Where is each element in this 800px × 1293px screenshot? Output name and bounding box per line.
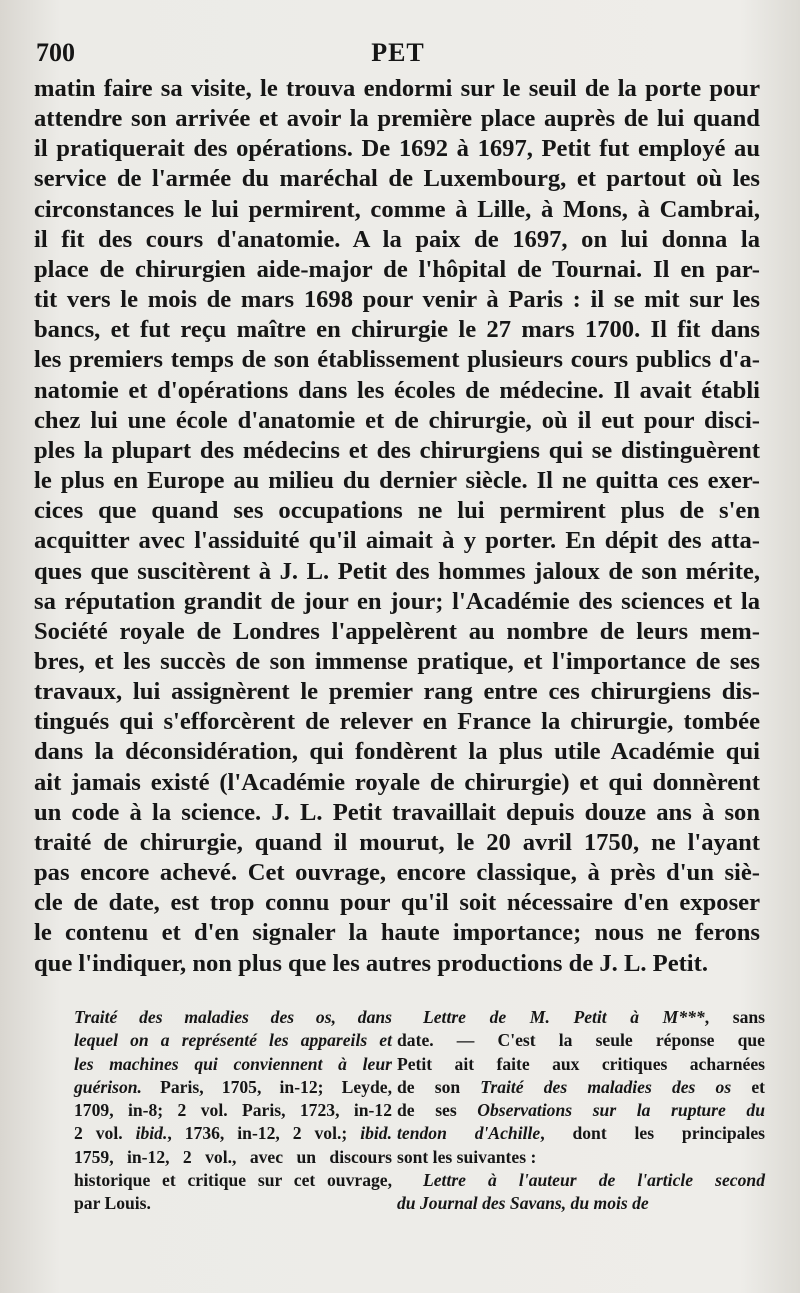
roman-text: , 1736, in-12, 2 vol.; [167,1123,361,1144]
italic-text: lequel on a représenté les appareils et [74,1030,392,1051]
page-header [36,38,760,74]
running-head: PET [371,38,425,67]
bibliography-line [397,1006,765,1029]
italic-text: ibid. [360,1123,392,1144]
bibliography-line [397,1146,765,1169]
text-line: bres, et les succès de son immense pratique, et l'importance de ses [34,647,760,675]
text-line: place de chirurgien aide-major de l'hôpital de Tournai. Il en par- [34,255,760,283]
bibliography-line [397,1169,765,1192]
roman-text: Paris, 1705, in-12; Leyde, [141,1076,392,1097]
italic-text: Lettre de M. Petit à M*** [423,1007,705,1027]
bibliography-line [397,1076,765,1099]
bibliography-line [397,1099,765,1122]
text-line: que l'indiquer, non plus que les autres productions de J. L. Petit. [34,949,708,977]
bibliography-line [74,1076,392,1099]
text-line: le plus en Europe au milieu du dernier siècle. Il ne quitta ces exer- [34,467,760,495]
text-line: sa réputation grandit de jour en jour; l'Académie des sciences et la [34,587,760,615]
roman-text: de ses [397,1100,478,1121]
text-line: service de l'armée du maréchal de Luxembourg, et partout où les [34,165,760,193]
text-line: matin faire sa visite, le trouva endormi sur le seuil de la porte pour [34,75,760,102]
text-line: travaux, lui assignèrent le premier rang entre ces chirurgiens dis- [34,678,760,706]
text-line: tingués qui s'efforcèrent de relever en France la chirurgie, tombée [34,708,760,736]
right-column-bibliography [397,1006,765,1216]
italic-text: Traité des maladies des os, dans [74,1007,392,1027]
bibliography-line [397,1122,765,1145]
text-line: un code à la science. J. L. Petit travaillait depuis douze ans à son [34,798,760,826]
italic-text: guérison. [74,1076,142,1097]
bibliography-line [74,1099,392,1122]
text-line: les premiers temps de son établissement plusieurs cours publics d'a- [34,346,760,374]
text-line: il pratiquerait des opérations. De 1692 à 1697, Petit fut employé au [34,135,760,163]
text-line: ques que suscitèrent à J. L. Petit des hommes jaloux de son mérite, [34,557,760,585]
roman-text: 1709, in-8; 2 vol. Paris, 1723, in-12 [74,1100,392,1121]
roman-text: et [731,1076,765,1097]
bibliography-line [74,1169,392,1192]
text-line: ait jamais existé (l'Académie royale de chirurgie) et qui donnèrent [34,768,760,796]
italic-text: les machines qui conviennent à leur [74,1053,392,1074]
roman-text: , dont les principales [540,1123,766,1144]
left-column-bibliography [74,1006,392,1216]
italic-text: tendon d'Achille [397,1123,541,1144]
bibliography-line [74,1029,392,1052]
text-line: ples la plupart des médecins et des chirurgiens qui se distinguèrent [34,436,760,464]
text-line: cices que quand ses occupations ne lui permirent plus de s'en [34,497,760,525]
text-line: tit vers le mois de mars 1698 pour venir à Paris : il se mit sur les [34,286,760,314]
italic-text: Traité des maladies des os [480,1076,732,1097]
text-line: circonstances le lui permirent, comme à Lille, à Mons, à Cambrai, [34,195,760,223]
text-line: Société royale de Londres l'appelèrent au nombre de leurs mem- [34,617,760,645]
roman-text: date. — C'est la seule réponse que [397,1030,765,1051]
roman-text: historique et critique sur cet ouvrage, [74,1170,392,1191]
text-line: acquitter avec l'assiduité qu'il aimait à y porter. En dépit des atta- [34,527,760,555]
main-text-block [34,74,760,979]
bibliography-line [74,1006,392,1029]
text-line: cle de date, est trop connu pour qu'il soit nécessaire d'en exposer [34,889,760,917]
roman-text: par Louis. [74,1193,151,1214]
text-line: il fit des cours d'anatomie. A la paix de 1697, on lui donna la [34,225,760,253]
text-line: attendre son arrivée et avoir la première place auprès de lui quand [34,105,760,133]
bibliography-line [397,1192,765,1215]
italic-text: Lettre à l'auteur de l'article second [423,1170,765,1191]
bibliography-line [74,1053,392,1076]
roman-text: de son [397,1076,481,1097]
bibliography-line [74,1192,392,1215]
bibliography-line [74,1122,392,1145]
text-line: dans la déconsidération, qui fondèrent la plus utile Académie qui [34,738,760,766]
page-number: 700 [36,38,75,67]
text-line: traité de chirurgie, quand il mourut, le 20 avril 1750, ne l'ayant [34,828,760,856]
text-line: le contenu et d'en signaler la haute importance; nous ne ferons [34,919,760,947]
roman-text: , sans [704,1007,765,1027]
roman-text: 2 vol. [74,1123,136,1144]
text-line: pas encore achevé. Cet ouvrage, encore classique, à près d'un siè- [34,859,760,887]
roman-text: Petit ait faite aux critiques acharnées [397,1053,765,1074]
text-line: natomie et d'opérations dans les écoles de médecine. Il avait établi [34,376,760,404]
italic-text: du Journal des Savans, du mois de [397,1193,649,1214]
bibliography-line [74,1146,392,1169]
roman-text: 1759, in-12, 2 vol., avec un discours [74,1146,392,1167]
italic-text: Observations sur la rupture du [477,1100,765,1121]
text-line: bancs, et fut reçu maître en chirurgie le 27 mars 1700. Il fit dans [34,316,760,344]
italic-text: ibid. [135,1123,168,1144]
text-line: chez lui une école d'anatomie et de chirurgie, où il eut pour disci- [34,406,760,434]
bibliography-line [397,1029,765,1052]
bibliography-line [397,1053,765,1076]
roman-text: sont les suivantes : [397,1146,537,1167]
